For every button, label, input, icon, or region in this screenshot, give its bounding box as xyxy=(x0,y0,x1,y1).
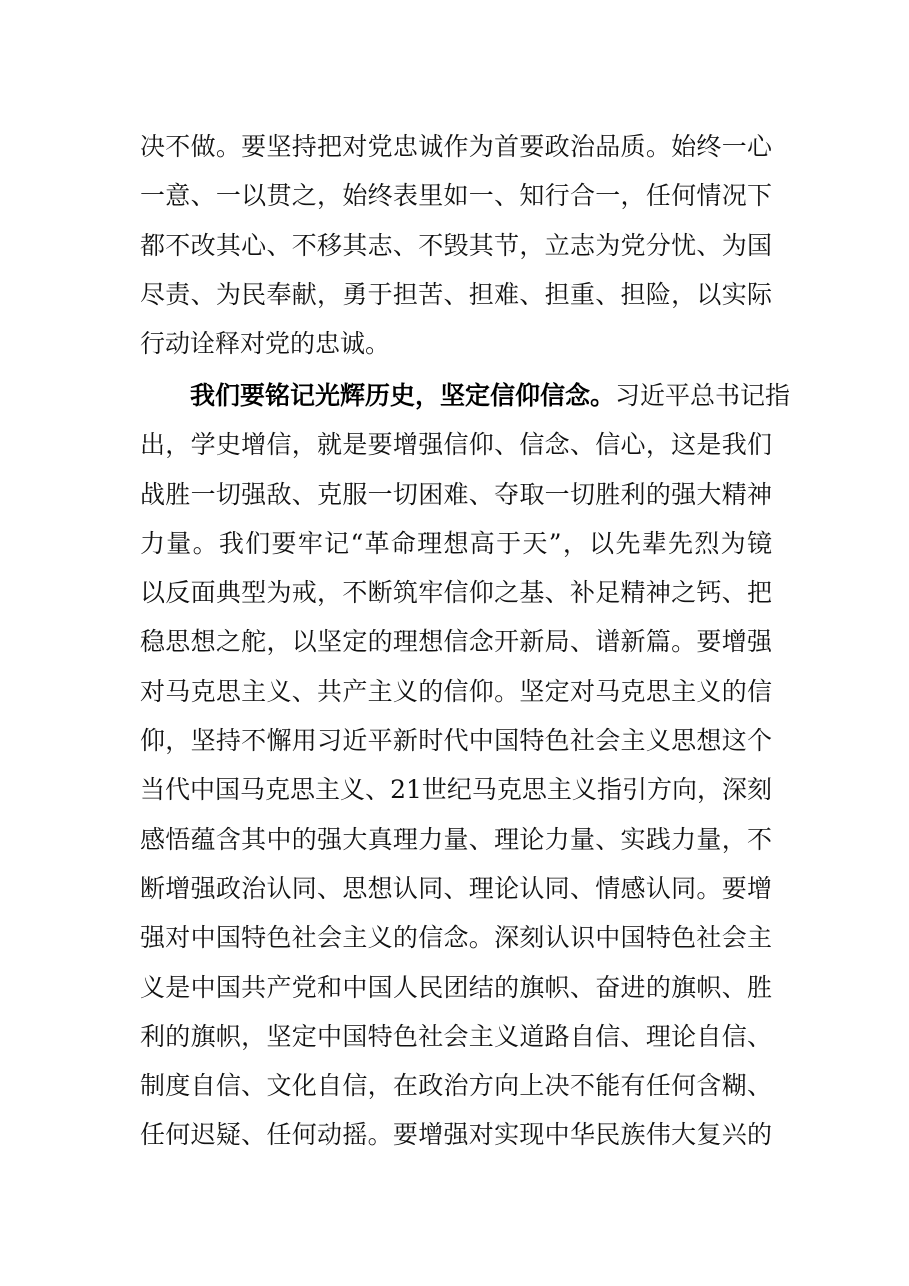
paragraph-loyalty xyxy=(140,122,772,368)
text-line: 以反面典型为戒，不断筑牢信仰之基、补足精神之钙、把 xyxy=(140,578,772,608)
text-line: 尽责、为民奉献，勇于担苦、担难、担重、担险，以实际 xyxy=(140,279,772,309)
text-line: 出，学史增信，就是要增强信仰、信念、信心，这是我们 xyxy=(140,430,772,460)
text-line: 战胜一切强敌、克服一切困难、夺取一切胜利的强大精神 xyxy=(140,479,772,509)
text-line: 制度自信、文化自信，在政治方向上决不能有任何含糊、 xyxy=(140,1071,772,1101)
text-line: 都不改其心、不移其志、不毁其节，立志为党分忧、为国 xyxy=(140,230,772,260)
text-line-lead xyxy=(140,371,791,420)
text-line: 一意、一以贯之，始终表里如一、知行合一，任何情况下 xyxy=(140,181,772,211)
text-line: 行动诠释对党的忠诚。 xyxy=(140,329,391,359)
text-line: 力量。我们要牢记“革命理想高于天”，以先辈先烈为镜 xyxy=(140,528,772,558)
text-line: 决不做。要坚持把对党忠诚作为首要政治品质。始终一心 xyxy=(140,132,772,161)
text-line: 断增强政治认同、思想认同、理论认同、情感认同。要增 xyxy=(140,873,772,903)
text-line: 利的旗帜，坚定中国特色社会主义道路自信、理论自信、 xyxy=(140,1021,772,1051)
text-line: 义是中国共产党和中国人民团结的旗帜、奋进的旗帜、胜 xyxy=(140,972,772,1002)
text-line: 对马克思主义、共产主义的信仰。坚定对马克思主义的信 xyxy=(140,676,772,706)
text-line: 当代中国马克思主义、21世纪马克思主义指引方向，深刻 xyxy=(140,775,772,805)
text-line: 强对中国特色社会主义的信念。深刻认识中国特色社会主 xyxy=(140,923,772,953)
paragraph-heading: 我们要铭记光辉历史，坚定信仰信念。 xyxy=(190,381,616,410)
text-line: 稳思想之舵，以坚定的理想信念开新局、谱新篇。要增强 xyxy=(140,627,772,657)
text-line: 仰，坚持不懈用习近平新时代中国特色社会主义思想这个 xyxy=(140,726,772,756)
text-line: 感悟蕴含其中的强大真理力量、理论力量、实践力量，不 xyxy=(140,824,772,854)
text-line: 任何迟疑、任何动摇。要增强对实现中华民族伟大复兴的 xyxy=(140,1120,772,1150)
lead-text: 习近平总书记指 xyxy=(615,381,791,410)
paragraph-faith xyxy=(140,371,791,1160)
